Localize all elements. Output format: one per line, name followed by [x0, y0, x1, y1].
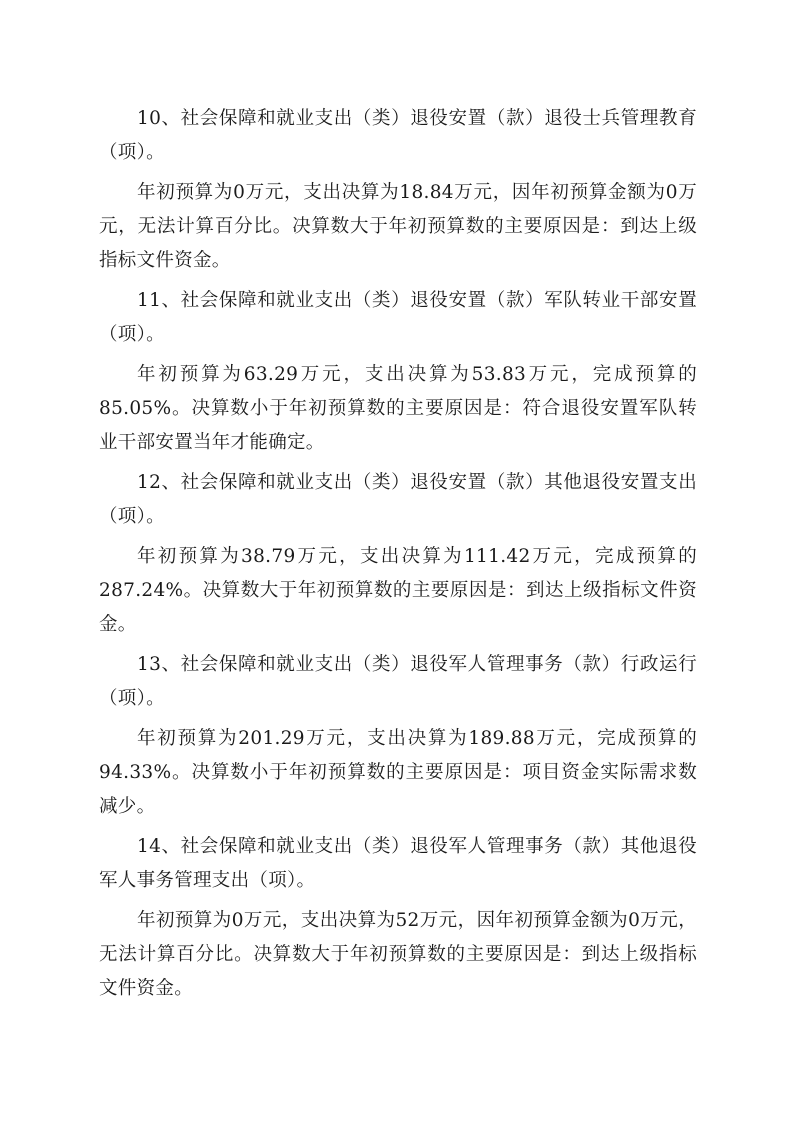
section-11-heading: 11、社会保障和就业支出（类）退役安置（款）军队转业干部安置（项）。 [99, 290, 697, 345]
section-13-body: 年初预算为201.29万元，支出决算为189.88万元，完成预算的94.33%。决算数小于年初预算数的主要原因是：项目资金实际需求数减少。 [99, 728, 697, 817]
section-14-body: 年初预算为0万元，支出决算为52万元，因年初预算金额为0万元，无法计算百分比。决算数大于年初预算数的主要原因是：到达上级指标文件资金。 [99, 910, 697, 999]
section-14-heading: 14、社会保障和就业支出（类）退役军人管理事务（款）其他退役军人事务管理支出（项）。 [99, 836, 697, 891]
section-13-heading: 13、社会保障和就业支出（类）退役军人管理事务（款）行政运行（项）。 [99, 654, 697, 709]
section-12-body: 年初预算为38.79万元，支出决算为111.42万元，完成预算的287.24%。决算数大于年初预算数的主要原因是：到达上级指标文件资金。 [99, 546, 697, 635]
section-10-body: 年初预算为0万元，支出决算为18.84万元，因年初预算金额为0万元，无法计算百分比。决算数大于年初预算数的主要原因是：到达上级指标文件资金。 [99, 182, 697, 271]
section-12-heading: 12、社会保障和就业支出（类）退役安置（款）其他退役安置支出（项）。 [99, 472, 697, 527]
document-body [99, 102, 697, 1012]
section-11-body: 年初预算为63.29万元，支出决算为53.83万元，完成预算的85.05%。决算数小于年初预算数的主要原因是：符合退役安置军队转业干部安置当年才能确定。 [99, 364, 697, 453]
section-10-heading: 10、社会保障和就业支出（类）退役安置（款）退役士兵管理教育（项）。 [99, 108, 697, 163]
